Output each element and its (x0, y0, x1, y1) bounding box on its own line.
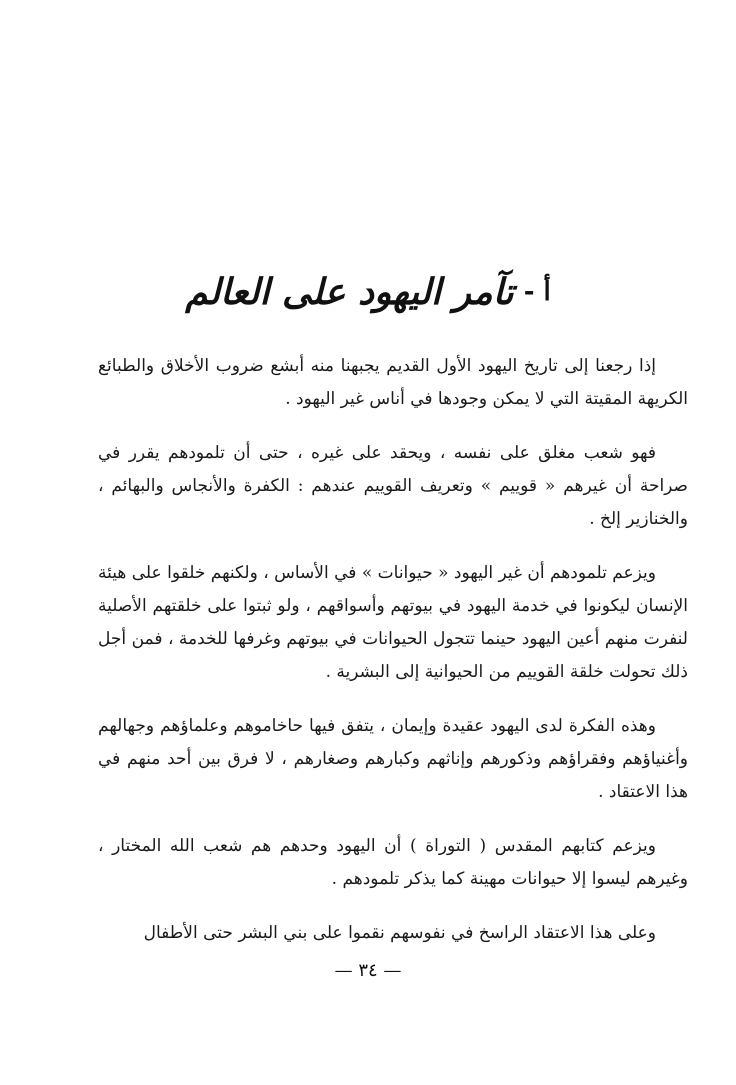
section-title: تآمر اليهود على العالم (185, 271, 514, 313)
section-letter: أ - (523, 277, 551, 307)
paragraph: فهو شعب مغلق على نفسه ، ويحقد على غيره ، حتى أن تلمودهم يقرر في صراحة أن غيرهم « قوييم » وتعريف القوييم عندهم : الكفرة والأنجاس والبهائم ، والخنازير إلخ . (98, 443, 688, 529)
section-heading (180, 262, 556, 322)
paragraph: وعلى هذا الاعتقاد الراسخ في نفوسهم نقموا على بني البشر حتى الأطفال (143, 923, 656, 943)
page-number: — ٣٤ — (334, 960, 402, 981)
body-text (98, 350, 688, 971)
paragraph: ويزعم كتابهم المقدس ( التوراة ) أن اليهود وحدهم هم شعب الله المختار ، وغيرهم ليسوا إلا حيوانات مهينة كما يذكر تلمودهم . (98, 836, 688, 889)
paragraph: ويزعم تلمودهم أن غير اليهود « حيوانات » في الأساس ، ولكنهم خلقوا على هيئة الإنسان ليكونوا في خدمة اليهود في بيوتهم وأسواقهم ، ولو ثبتوا على خلقتهم الأصلية لنفرت منهم أعين اليهود حينما تتجول الحيوانات في بيوتهم وغرفها للخدمة ، فمن أجل ذلك تحولت خلقة القوييم من الحيوانية إلى البشرية . (98, 563, 688, 682)
paragraph: إذا رجعنا إلى تاريخ اليهود الأول القديم يجبهنا منه أبشع ضروب الأخلاق والطبائع الكريهة المقيتة التي لا يمكن وجودها في أناس غير اليهود . (98, 356, 688, 409)
paragraph: وهذه الفكرة لدى اليهود عقيدة وإيمان ، يتفق فيها حاخاموهم وعلماؤهم وجهالهم وأغنياؤهم وفقراؤهم وذكورهم وإناثهم وكبارهم وصغارهم ، لا فرق بين أحد منهم في هذا الاعتقاد . (98, 716, 688, 802)
